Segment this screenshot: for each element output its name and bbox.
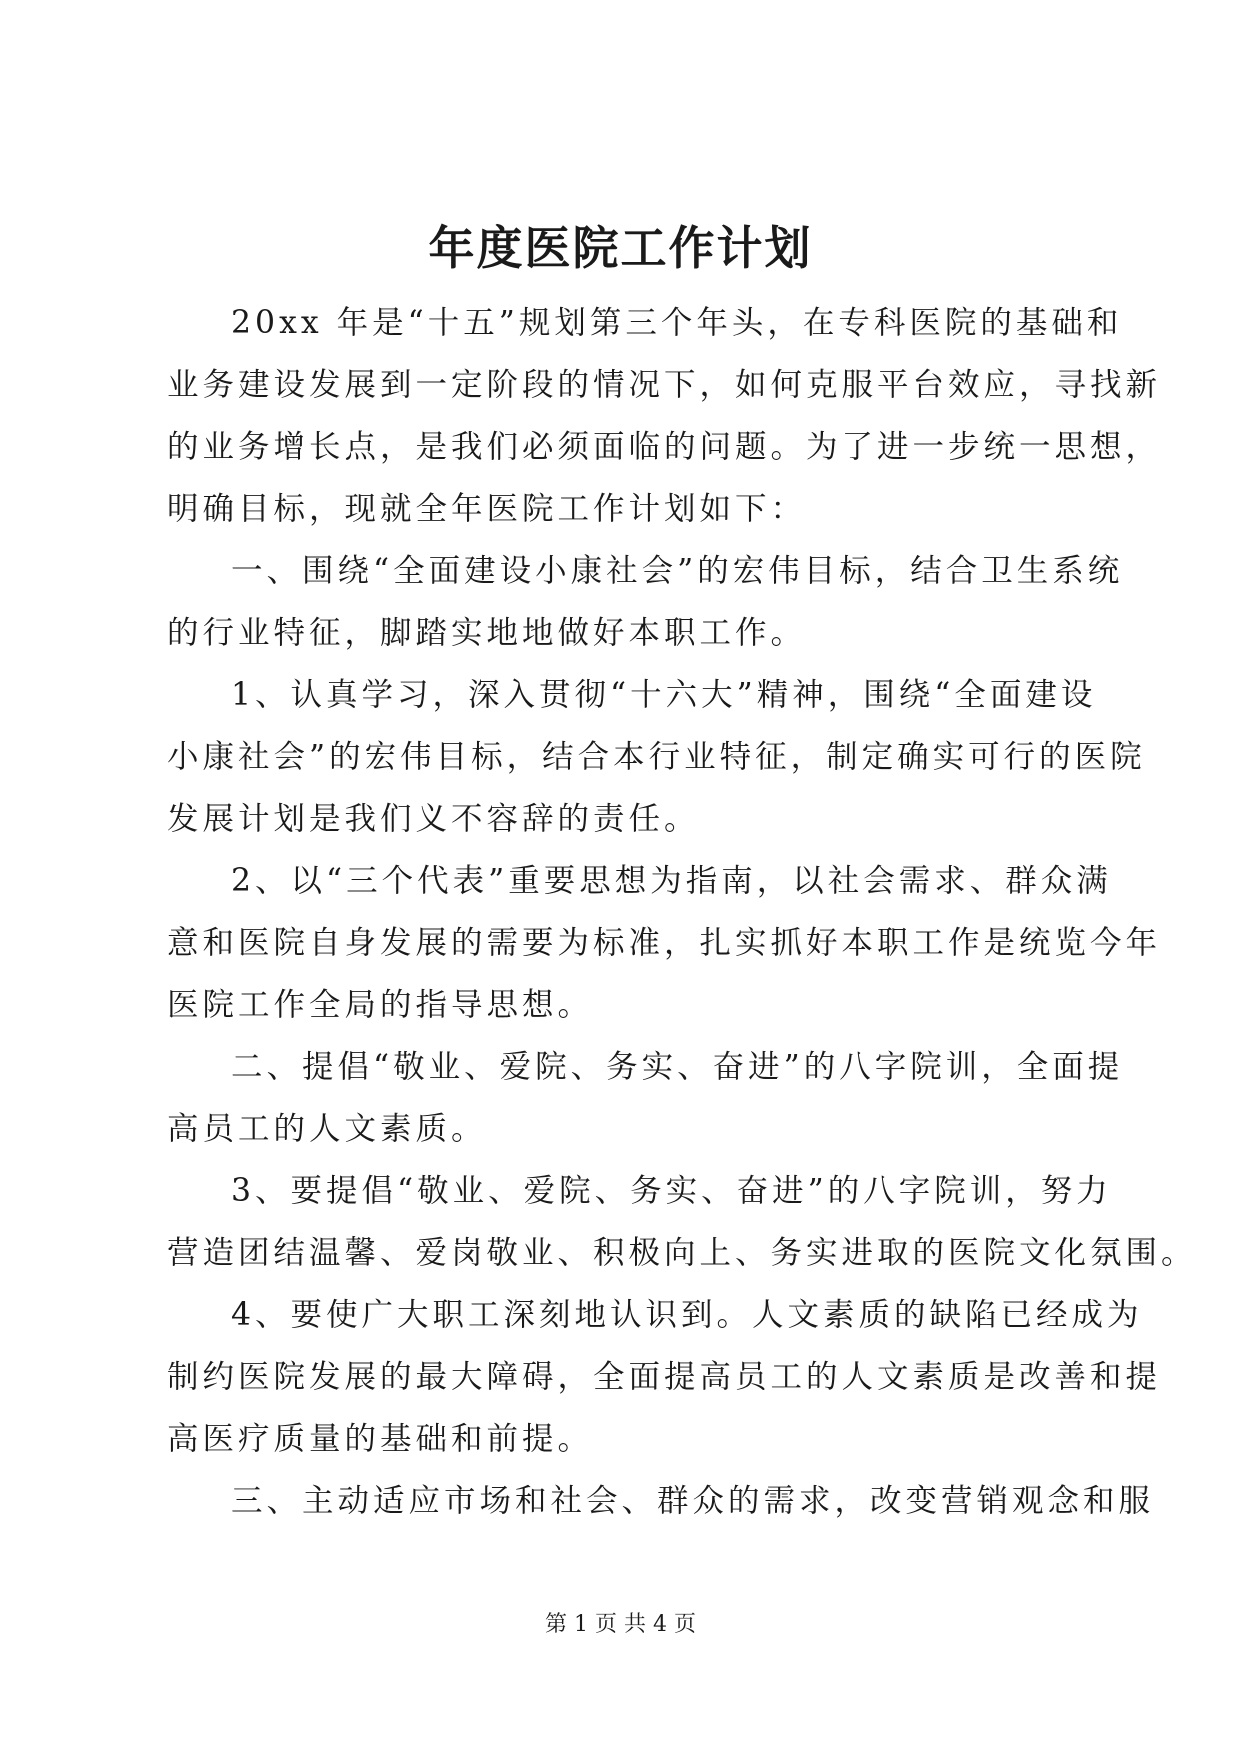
paragraph-line: 一、围绕“全面建设小康社会”的宏伟目标，结合卫生系统 — [231, 553, 1124, 589]
paragraph-line: 高医疗质量的基础和前提。 — [167, 1421, 594, 1457]
paragraph-line: 明确目标，现就全年医院工作计划如下： — [167, 491, 807, 527]
paragraph-line: 业务建设发展到一定阶段的情况下，如何克服平台效应，寻找新 — [167, 367, 1162, 403]
document-body — [167, 292, 1197, 1532]
paragraph-line: 意和医院自身发展的需要为标准，扎实抓好本职工作是统览今年 — [167, 925, 1162, 961]
paragraph-line: 1、认真学习，深入贯彻“十六大”精神，围绕“全面建设 — [231, 677, 1097, 713]
paragraph-line: 20xx 年是“十五”规划第三个年头，在专科医院的基础和 — [231, 305, 1123, 341]
paragraph-line: 二、提倡“敬业、爱院、务实、奋进”的八字院训，全面提 — [231, 1049, 1124, 1085]
paragraph-line: 小康社会”的宏伟目标，结合本行业特征，制定确实可行的医院 — [167, 739, 1146, 775]
paragraph-line: 3、要提倡“敬业、爱院、务实、奋进”的八字院训，努力 — [231, 1173, 1112, 1209]
paragraph-line: 4、要使广大职工深刻地认识到。人文素质的缺陷已经成为 — [231, 1297, 1143, 1333]
paragraph-line: 的行业特征，脚踏实地地做好本职工作。 — [167, 615, 807, 651]
paragraph-line: 三、主动适应市场和社会、群众的需求，改变营销观念和服 — [231, 1483, 1155, 1519]
paragraph-line: 高员工的人文素质。 — [167, 1111, 487, 1147]
paragraph-line: 的业务增长点，是我们必须面临的问题。为了进一步统一思想， — [167, 429, 1162, 465]
paragraph-line: 营造团结温馨、爱岗敬业、积极向上、务实进取的医院文化氛围。 — [167, 1235, 1197, 1271]
paragraph-line: 发展计划是我们义不容辞的责任。 — [167, 801, 700, 837]
paragraph-line: 制约医院发展的最大障碍，全面提高员工的人文素质是改善和提 — [167, 1359, 1162, 1395]
page-footer: 第 1 页 共 4 页 — [545, 1612, 696, 1637]
paragraph-line: 医院工作全局的指导思想。 — [167, 987, 594, 1023]
paragraph-line: 2、以“三个代表”重要思想为指南，以社会需求、群众满 — [231, 863, 1112, 899]
document-title: 年度医院工作计划 — [428, 221, 813, 275]
